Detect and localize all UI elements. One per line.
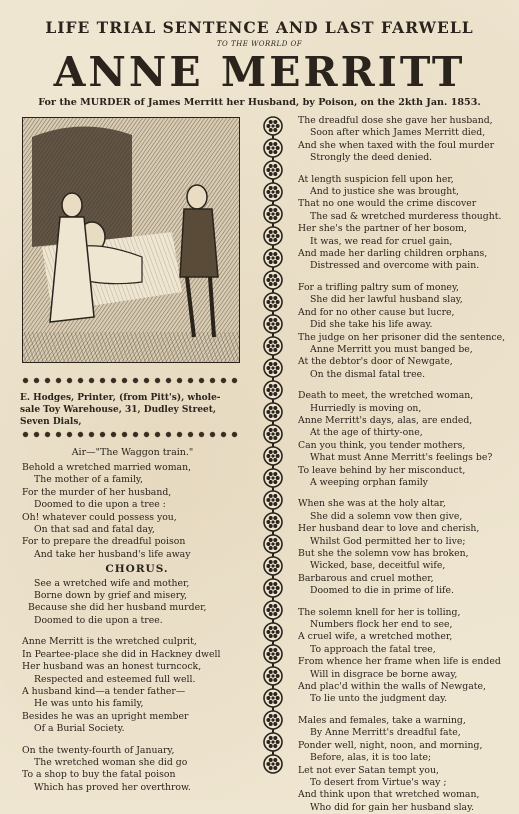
verse-line: When she was at the holy altar,	[298, 498, 446, 510]
rosette-ornament	[264, 425, 282, 447]
verse-line: Soon after which James Merritt died,	[310, 127, 486, 139]
verse	[298, 174, 513, 273]
verse-line: To approach the fatal tree,	[310, 643, 436, 655]
verse-line: Ponder well, night, noon, and morning,	[298, 739, 483, 751]
verse-line: Anne Merritt's days, alas, are ended,	[298, 414, 473, 426]
chorus	[22, 578, 252, 628]
verse-line: And made her darling children orphans,	[298, 248, 488, 260]
verse-line: And plac'd within the walls of Newgate,	[298, 681, 486, 693]
verse-line: Let not ever Satan tempt you,	[298, 764, 439, 776]
verse-line: By Anne Merritt's dreadful fate,	[310, 727, 461, 739]
verse-line: At the debtor's door of Newgate,	[298, 356, 453, 368]
rosette-ornament	[264, 183, 282, 205]
verse-line: Numbers flock her end to see,	[310, 619, 453, 631]
verse-line: Of a Burial Society.	[34, 723, 125, 735]
verse-line: Distressed and overcome with pain.	[310, 260, 480, 272]
rosette-ornament	[264, 271, 282, 293]
verse-line: And take her husband's life away	[34, 548, 191, 560]
verse-line: For to prepare the dreadful poison	[22, 536, 186, 548]
verse-line: From whence her frame when life is ended	[298, 656, 501, 668]
verse-line: And for no other cause but lucre,	[298, 306, 455, 318]
verse-line: Respected and esteemed full well.	[34, 673, 196, 685]
rosette-ornament	[264, 403, 282, 425]
chorus-line: Borne down by grief and misery,	[34, 590, 188, 602]
rosette-ornament	[264, 117, 282, 139]
rosette-ornament	[264, 469, 282, 491]
air-tune: Air—"The Waggon train."	[71, 447, 194, 458]
rosette-ornament	[264, 623, 282, 645]
verse-line: Oh! whatever could possess you,	[22, 511, 177, 523]
rosette-ornament	[264, 381, 282, 403]
ornament-row	[20, 430, 242, 439]
verse-line: Males and females, take a warning,	[298, 714, 466, 726]
verse-line: At the age of thirty-one,	[310, 427, 423, 439]
verse-line: To leave behind by her misconduct,	[298, 464, 466, 476]
verse-line: A husband kind—a tender father—	[22, 685, 186, 697]
verse	[22, 462, 252, 561]
verse	[22, 745, 252, 795]
main-title: LIFE TRIAL SENTENCE AND LAST FARWELL	[45, 18, 474, 37]
verse-line: Hurriedly is moving on,	[310, 402, 422, 414]
verse-line: Will in disgrace be borne away,	[310, 668, 458, 680]
rosette-ornament	[264, 293, 282, 315]
rosette-ornament	[264, 513, 282, 535]
verse-line: Whilst God permitted her to live;	[310, 535, 466, 547]
verse-line: A cruel wife, a wretched mother,	[298, 631, 453, 643]
rosette-ornament	[264, 667, 282, 689]
verse	[298, 115, 513, 165]
rosette-ornament	[264, 601, 282, 623]
verse-line: Death to meet, the wretched woman,	[298, 390, 474, 402]
verse-line: He was unto his family,	[34, 698, 144, 710]
chorus-heading: CHORUS.	[105, 563, 169, 576]
printer-line: sale Toy Warehouse, 31, Dudley Street,	[20, 405, 217, 415]
rosette-ornament	[264, 733, 282, 755]
verse-line: Before, alas, it is too late;	[310, 752, 432, 764]
verse-line: Wicked, base, deceitful wife,	[310, 560, 446, 572]
verse-line: Her husband dear to love and cherish,	[298, 523, 480, 535]
name-title: ANNE MERRITT	[53, 48, 466, 96]
verse-line: On the dismal fatal tree.	[310, 368, 426, 380]
rosette-ornament	[264, 711, 282, 733]
rosette-ornament	[264, 535, 282, 557]
right-column	[298, 115, 513, 814]
rosette-ornament	[264, 755, 282, 773]
verse-line: She did a solemn vow then give,	[310, 510, 463, 522]
verse-line: The solemn knell for her is tolling,	[298, 606, 461, 618]
verse-line: A weeping orphan family	[310, 476, 428, 488]
verse	[22, 636, 252, 735]
rosette-ornament	[264, 359, 282, 381]
rosette-ornament	[264, 161, 282, 183]
rosette-ornament	[264, 447, 282, 469]
verse-line: Behold a wretched married woman,	[22, 462, 192, 473]
verse-line: The sad & wretched murderess thought.	[310, 210, 502, 222]
sub-title: TO THE WORRLD OF	[216, 40, 303, 48]
verse	[298, 715, 513, 814]
verse-line: And to justice she was brought,	[310, 186, 459, 198]
ornamental-divider	[258, 115, 288, 783]
verse-line: Which has proved her overthrow.	[34, 781, 191, 793]
verse	[298, 607, 513, 706]
rosette-ornament	[264, 645, 282, 667]
verse-line: In Peartee-place she did in Hackney dwell	[22, 648, 221, 660]
chorus-line: Because she did her husband murder,	[28, 602, 207, 614]
verse-line: Did she take his life away.	[310, 319, 433, 331]
verse-line: To lie unto the judgment day.	[310, 693, 448, 705]
rosette-ornament	[264, 579, 282, 601]
rosette-ornament	[264, 139, 282, 161]
verse-line: Besides he was an upright member	[22, 710, 189, 722]
verse-line: Her she's the partner of her bosom,	[298, 223, 467, 235]
verse	[298, 390, 513, 489]
verse-line: Strongly the deed denied.	[310, 152, 433, 164]
ornament-row	[20, 376, 242, 385]
left-column	[22, 462, 252, 794]
verse-line: And think upon that wretched woman,	[298, 789, 480, 801]
verse-line: That no one would the crime discover	[298, 198, 477, 210]
rosette-ornament	[264, 689, 282, 711]
verse-line: To a shop to buy the fatal poison	[22, 769, 176, 781]
chorus-line: See a wretched wife and mother,	[34, 577, 190, 589]
rosette-ornament	[264, 205, 282, 227]
verse-line: On that sad and fatal day,	[34, 524, 155, 536]
verse-line: At length suspicion fell upon her,	[298, 173, 454, 185]
verse-line: Doomed to die in prime of life.	[310, 585, 454, 597]
verse-line: To desert from Virtue's way ;	[310, 776, 447, 788]
verse-line: Who did for gain her husband slay.	[310, 801, 475, 813]
verse-line: She did her lawful husband slay,	[310, 294, 463, 306]
verse-line: It was, we read for cruel gain,	[310, 235, 453, 247]
verse-line: On the twenty-fourth of January,	[22, 744, 175, 756]
verse-line: And she when taxed with the foul murder	[298, 139, 495, 151]
rosette-ornament	[264, 557, 282, 579]
verse	[298, 498, 513, 597]
chorus-line: Doomed to die upon a tree.	[34, 614, 163, 626]
verse-line: Barbarous and cruel mother,	[298, 572, 434, 584]
verse-line: The mother of a family,	[34, 474, 143, 486]
rosette-ornament	[264, 227, 282, 249]
rosette-ornament	[264, 249, 282, 271]
printer-imprint	[20, 392, 245, 428]
verse	[298, 282, 513, 381]
rosette-ornament	[264, 491, 282, 513]
rosette-ornament	[264, 315, 282, 337]
verse-line: The judge on her prisoner did the sentence,	[298, 331, 506, 343]
verse-line: For the murder of her husband,	[22, 486, 172, 498]
verse-line: But she the solemn vow has broken,	[298, 548, 469, 559]
verse-line: The dreadful dose she gave her husband,	[298, 115, 493, 126]
rosette-ornament	[264, 337, 282, 359]
verse-line: Anne Merritt you must banged be,	[310, 343, 473, 355]
verse-line: Her husband was an honest turncock,	[22, 661, 202, 673]
verse-line: For a trifling paltry sum of money,	[298, 281, 459, 293]
verse-line: Doomed to die upon a tree :	[34, 499, 166, 511]
printer-line: E. Hodges, Printer, (from Pitt's), whole-	[20, 393, 221, 403]
crime-line: For the MURDER of James Merritt her Husband, by Poison, on the 2kth Jan. 1853.	[38, 97, 481, 108]
verse-line: Anne Merritt is the wretched culprit,	[22, 636, 197, 648]
woodcut-illustration	[22, 117, 240, 363]
verse-line: What must Anne Merritt's feelings be?	[310, 452, 493, 464]
verse-line: The wretched woman she did go	[34, 756, 188, 768]
printer-line: Seven Dials,	[20, 417, 82, 427]
verse-line: Can you think, you tender mothers,	[298, 439, 466, 451]
